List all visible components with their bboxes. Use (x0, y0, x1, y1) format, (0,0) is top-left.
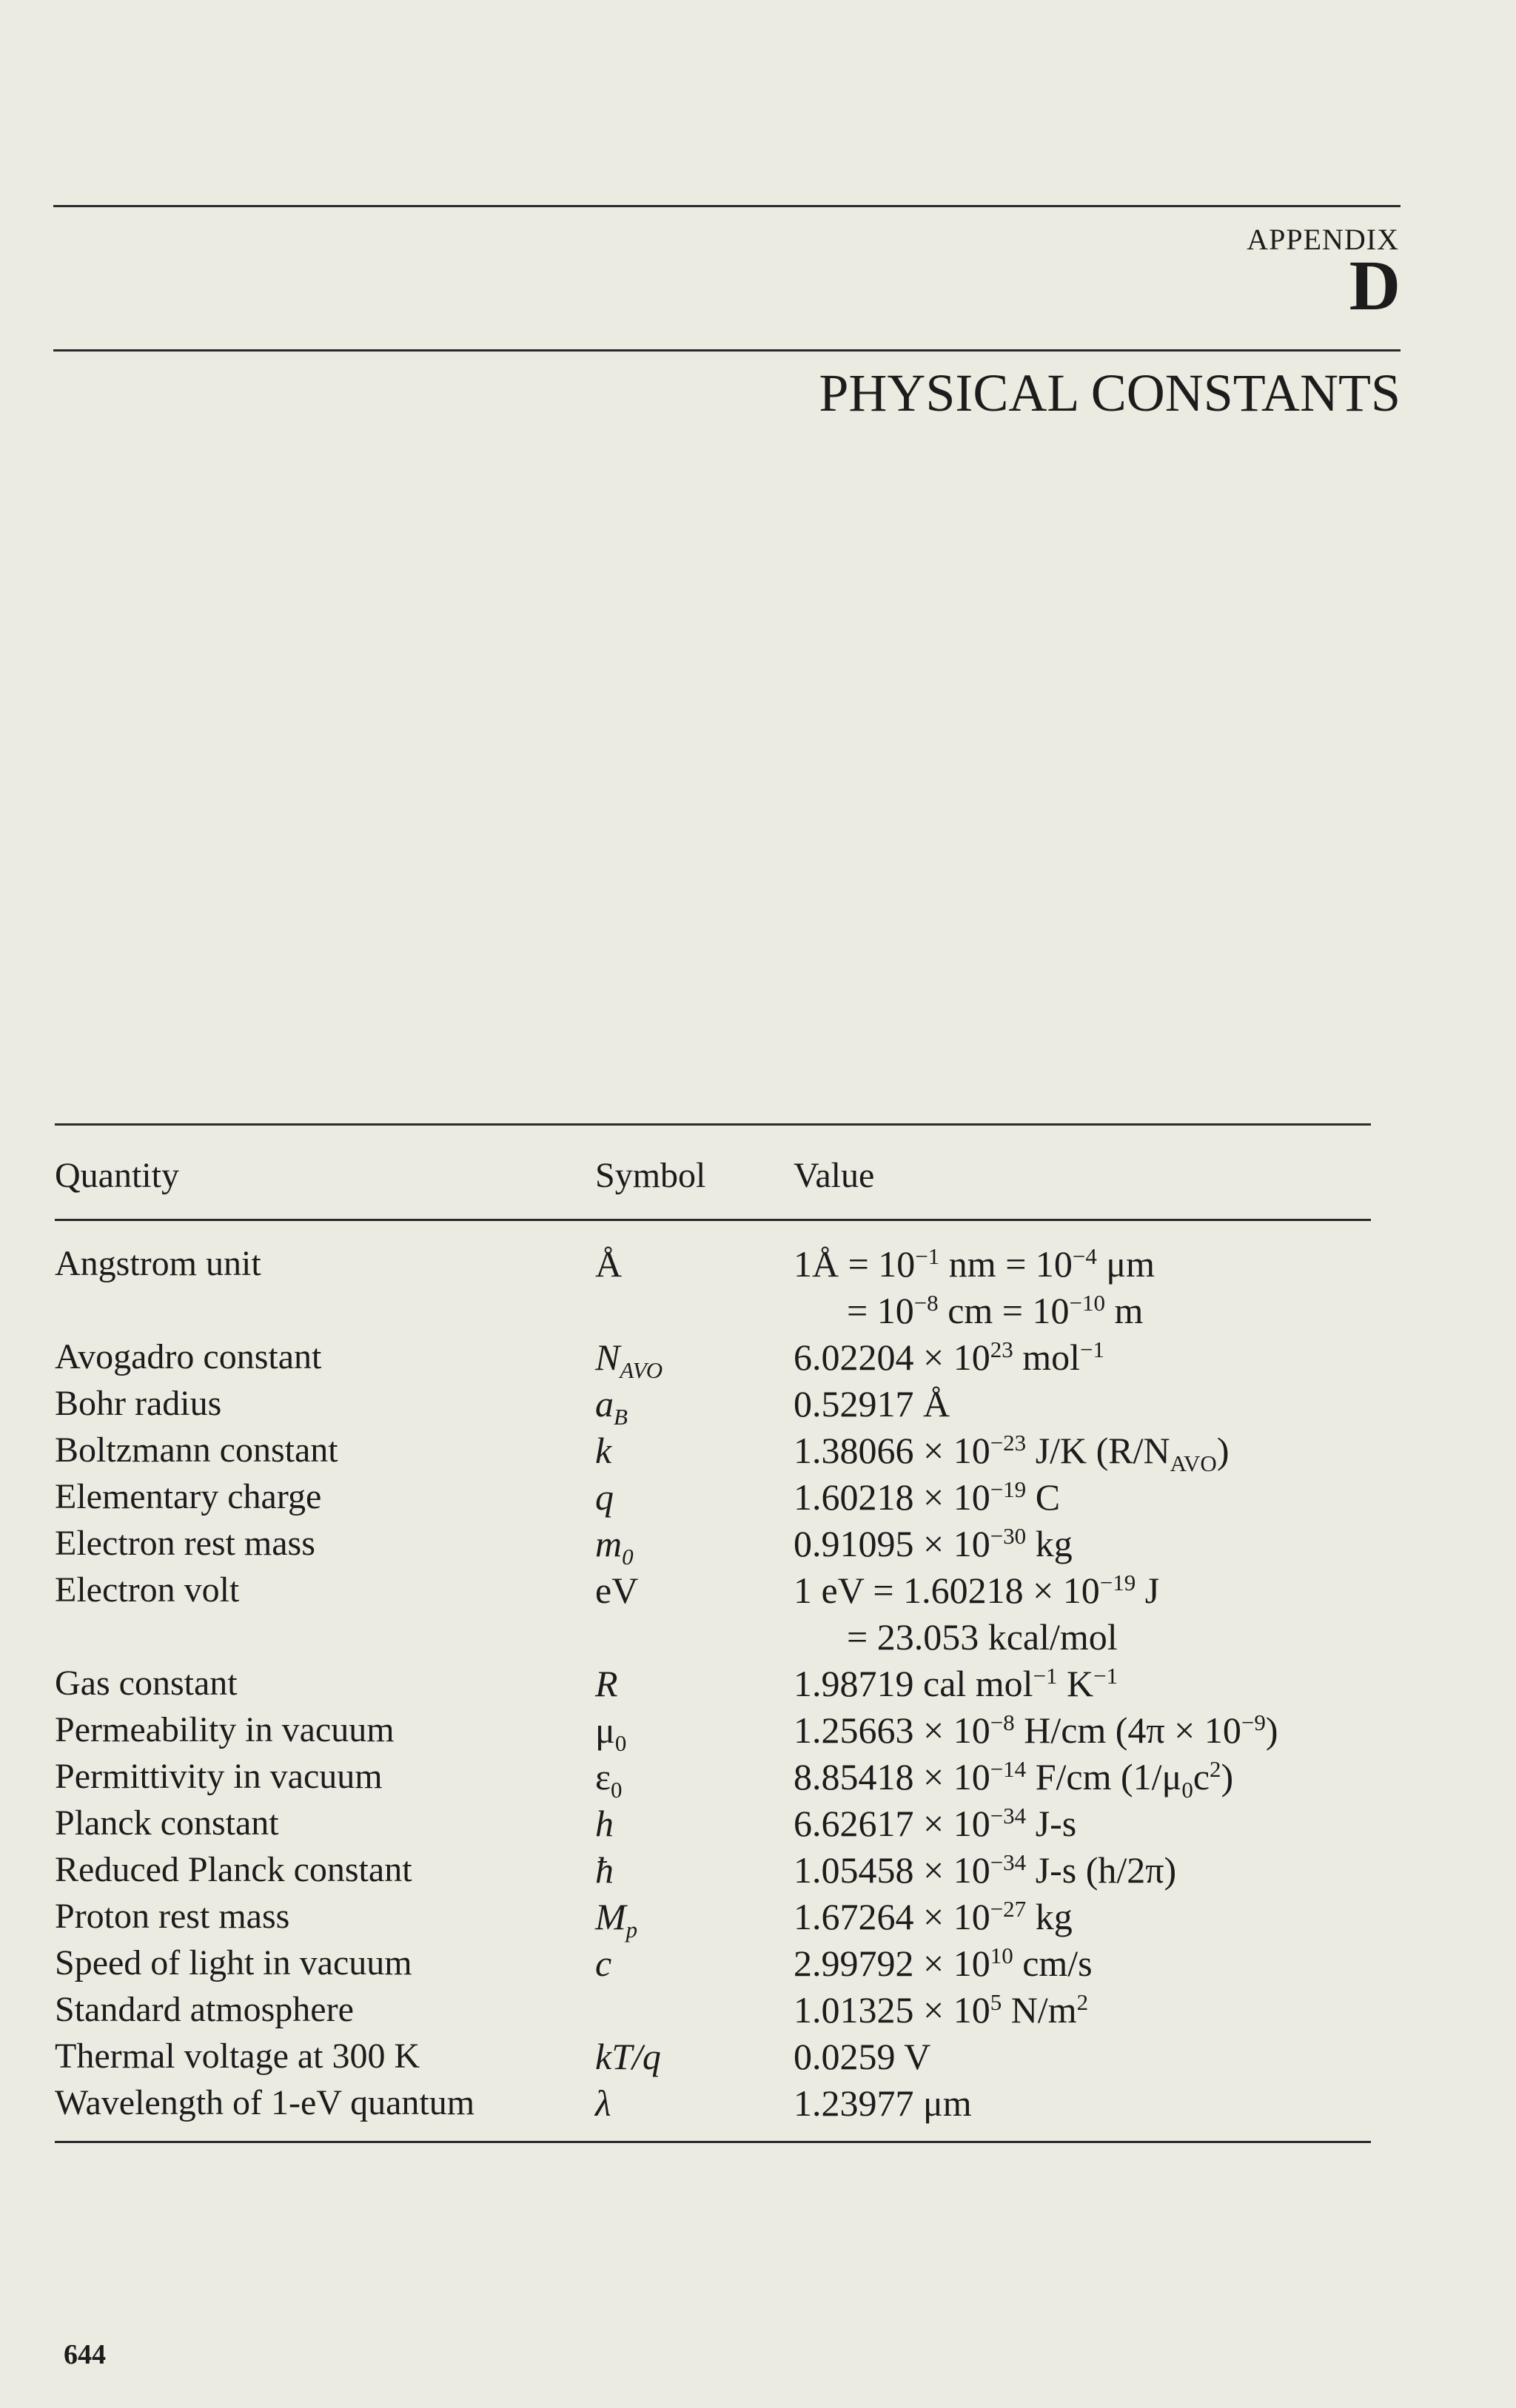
table-row (55, 1427, 1371, 1473)
table-header-row (55, 1125, 1371, 1220)
symbol-cell: $m_0$ (595, 1522, 634, 1570)
symbol-cell: k (595, 1429, 612, 1471)
table-row (55, 1753, 1371, 1800)
symbol-cell: c (595, 1942, 612, 1984)
value-cell: 0.52917 Å (794, 1382, 950, 1425)
value-cell: $1.38066 \times 10^{-23}$ J/K $(R/N_{AVO})$ (794, 1429, 1230, 1476)
quantity-cell: Proton rest mass (55, 1896, 290, 1936)
quantity-cell: Bohr radius (55, 1383, 222, 1423)
quantity-cell: Reduced Planck constant (55, 1849, 412, 1889)
quantity-cell: Avogadro constant (55, 1336, 322, 1376)
table-row (55, 1334, 1371, 1380)
quantity-cell: Permittivity in vacuum (55, 1756, 383, 1796)
table-row (55, 1846, 1371, 1893)
table-row-continuation (55, 1613, 1371, 1660)
value-cell: $6.62617 \times 10^{-34}$ J-s (794, 1802, 1077, 1844)
value-cell: $1.67264 \times 10^{-27}$ kg (794, 1895, 1073, 1937)
table-row (55, 1706, 1371, 1753)
appendix-letter: D (1349, 246, 1401, 325)
table-row (55, 1567, 1371, 1613)
quantity-cell: Permeability in vacuum (55, 1709, 395, 1749)
constants-table (55, 1123, 1371, 2143)
symbol-cell: $a_B$ (595, 1382, 628, 1430)
column-header-quantity: Quantity (55, 1125, 595, 1220)
quantity-cell: Electron volt (55, 1570, 240, 1610)
table-row (55, 1893, 1371, 1940)
symbol-cell: h (595, 1802, 614, 1844)
quantity-cell: Thermal voltage at 300 K (55, 2036, 420, 2076)
quantity-cell: Planck constant (55, 1803, 279, 1843)
table-row (55, 1220, 1371, 1288)
symbol-cell (595, 1986, 794, 2033)
table-row (55, 1940, 1371, 1986)
value-cell: $8.85418 \times 10^{-14}$ F/cm $(1/\mu_0c^2)$ (794, 1755, 1234, 1803)
table-row (55, 1520, 1371, 1567)
quantity-cell: Elementary charge (55, 1476, 322, 1516)
symbol-cell: eV (595, 1569, 639, 1611)
symbol-cell: R (595, 1662, 618, 1704)
appendix-label: APPENDIX (1247, 223, 1399, 256)
symbol-cell: $\mu_0$ (595, 1709, 627, 1756)
symbol-cell: kT/q (595, 2035, 661, 2077)
value-cell: 1Å = $10^{-1}$ nm = $10^{-4}$ μm (794, 1242, 1156, 1285)
table-row (55, 1986, 1371, 2033)
table-row (55, 1380, 1371, 1427)
chapter-title: PHYSICAL CONSTANTS (819, 363, 1401, 423)
value-cell: = $10^{-8}$ cm = $10^{-10}$ m (847, 1289, 1144, 1331)
value-cell: $6.02204 \times 10^{23}$ mol$^{-1}$ (794, 1336, 1104, 1378)
table-row (55, 1660, 1371, 1706)
table-row-continuation (55, 1287, 1371, 1334)
value-cell: 1.23977 μm (794, 2079, 1371, 2142)
page-number: 644 (64, 2339, 106, 2370)
value-cell: = 23.053 kcal/mol (847, 1615, 1118, 1658)
column-header-value: Value (794, 1125, 1371, 1220)
symbol-cell: λ (595, 2079, 794, 2142)
symbol-cell: Å (595, 1242, 623, 1285)
symbol-cell: q (595, 1476, 614, 1518)
quantity-cell: Angstrom unit (55, 1243, 261, 1283)
quantity-cell: Wavelength of 1-eV quantum (55, 2079, 595, 2142)
value-cell: $1.25663 \times 10^{-8}$ H/cm $(4\pi \times 10^{-9})$ (794, 1709, 1278, 1751)
title-rule (53, 349, 1401, 352)
top-rule (53, 205, 1401, 207)
value-cell: 1.98719 cal mol$^{-1}$ $K^{-1}$ (794, 1662, 1118, 1704)
symbol-cell: $\varepsilon_0$ (595, 1755, 623, 1803)
value-cell: $2.99792 \times 10^{10}$ cm/s (794, 1942, 1093, 1984)
table-row (55, 2079, 1371, 2142)
quantity-cell: Gas constant (55, 1663, 238, 1703)
table-row (55, 2033, 1371, 2079)
value-cell: $0.91095 \times 10^{-30}$ kg (794, 1522, 1073, 1564)
quantity-cell: Electron rest mass (55, 1523, 315, 1563)
value-cell: $1.60218 \times 10^{-19}$ C (794, 1476, 1061, 1518)
symbol-cell: ħ (595, 1849, 614, 1891)
table-row (55, 1473, 1371, 1520)
quantity-cell: Standard atmosphere (55, 1989, 354, 2029)
value-cell: 0.0259 V (794, 2035, 931, 2077)
quantity-cell: Boltzmann constant (55, 1430, 338, 1470)
table-row (55, 1800, 1371, 1846)
symbol-cell: $M_p$ (595, 1895, 638, 1943)
value-cell: $1.05458 \times 10^{-34}$ J-s (h/2π) (794, 1849, 1177, 1891)
value-cell: $1.01325 \times 10^5$ $N/m^2$ (794, 1988, 1089, 2031)
value-cell: 1 eV = $1.60218 \times 10^{-19}$ J (794, 1569, 1160, 1611)
symbol-cell: $N_{AVO}$ (595, 1336, 663, 1383)
column-header-symbol: Symbol (595, 1125, 794, 1220)
quantity-cell: Speed of light in vacuum (55, 1943, 412, 1982)
